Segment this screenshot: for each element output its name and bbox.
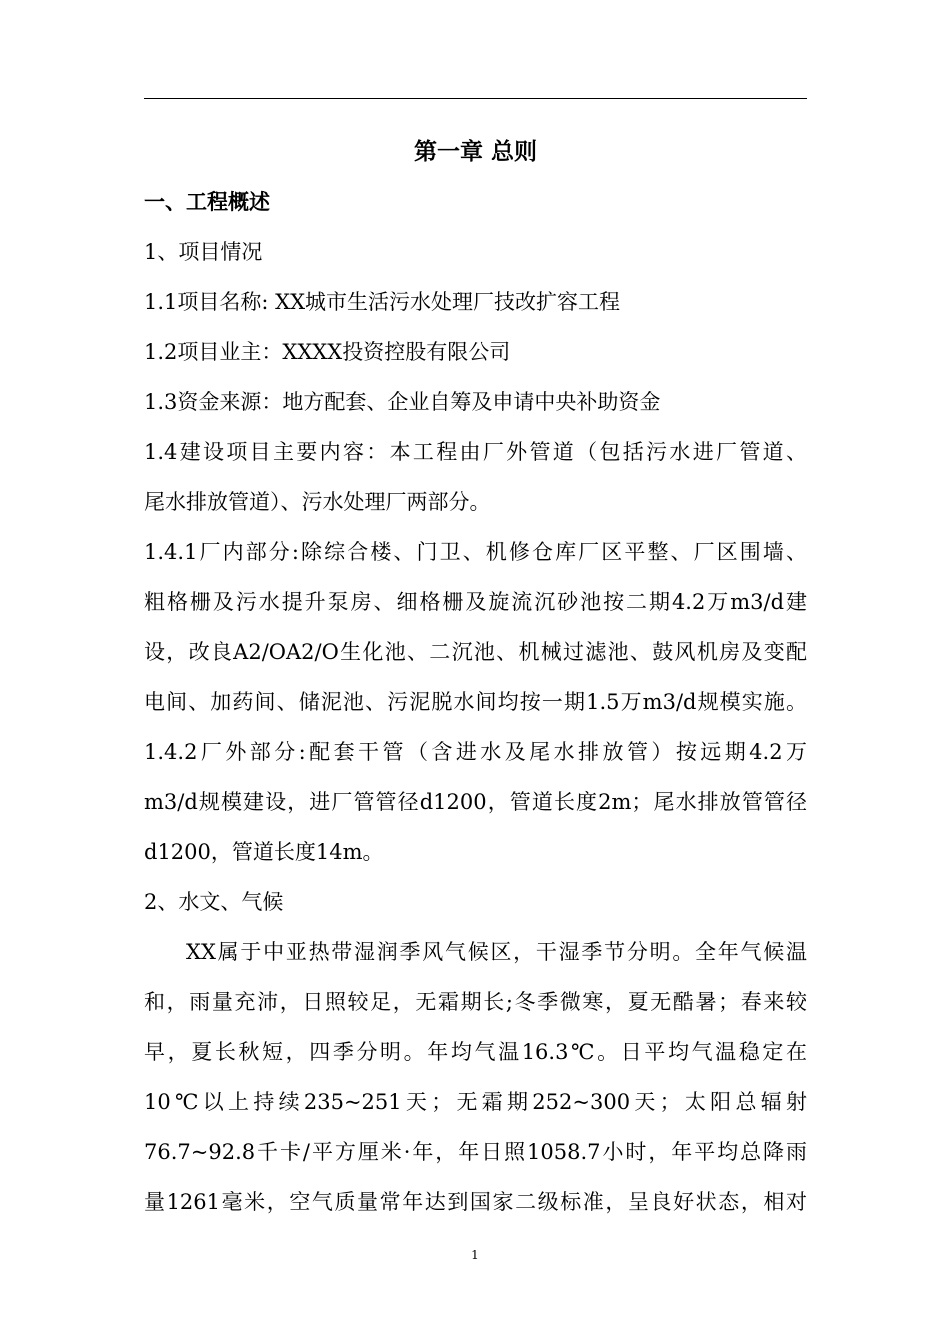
paragraph-line: 76.7~92.8千卡/平方厘米·年，年日照1058.7小时，年平均总降雨 bbox=[144, 1140, 807, 1164]
paragraph-line: 量1261毫米，空气质量常年达到国家二级标准，呈良好状态，相对 bbox=[144, 1190, 807, 1214]
paragraph-line: 1.3资金来源：地方配套、企业自筹及申请中央补助资金 bbox=[144, 390, 661, 414]
paragraph-line: 1.4.2厂外部分:配套干管（含进水及尾水排放管）按远期4.2万 bbox=[144, 740, 807, 764]
paragraph-line: 1.2项目业主：XXXX投资控股有限公司 bbox=[144, 340, 511, 364]
paragraph-line: 1.4.1厂内部分:除综合楼、门卫、机修仓库厂区平整、厂区围墙、 bbox=[144, 540, 807, 564]
section-title: 一、工程概述 bbox=[144, 190, 270, 214]
paragraph-line: 尾水排放管道）、污水处理厂两部分。 bbox=[144, 490, 491, 514]
page-content bbox=[144, 127, 807, 1227]
paragraph-line: 10℃以上持续235~251天；无霜期252~300天；太阳总辐射 bbox=[144, 1090, 807, 1114]
page-number: 1 bbox=[471, 1248, 479, 1262]
paragraph-line: d1200，管道长度14m。 bbox=[144, 840, 384, 864]
header-rule bbox=[144, 98, 807, 99]
paragraph-line: 早，夏长秋短，四季分明。年均气温16.3℃。日平均气温稳定在 bbox=[144, 1040, 807, 1064]
paragraph-line: 1.4建设项目主要内容：本工程由厂外管道（包括污水进厂管道、 bbox=[144, 440, 807, 464]
paragraph-line: 和，雨量充沛，日照较足，无霜期长;冬季微寒，夏无酷暑；春来较 bbox=[144, 990, 807, 1014]
paragraph-line: 电间、加药间、储泥池、污泥脱水间均按一期1.5万m3/d规模实施。 bbox=[144, 690, 807, 714]
paragraph-line: 设，改良A2/OA2/O生化池、二沉池、机械过滤池、鼓风机房及变配 bbox=[144, 640, 807, 664]
subsection-heading: 2、水文、气候 bbox=[144, 890, 284, 914]
paragraph-line: 粗格栅及污水提升泵房、细格栅及旋流沉砂池按二期4.2万m3/d建 bbox=[144, 590, 807, 614]
paragraph-line: m3/d规模建设，进厂管管径d1200，管道长度2m；尾水排放管管径 bbox=[144, 790, 807, 814]
paragraph-line: XX属于中亚热带湿润季风气候区，干湿季节分明。全年气候温 bbox=[186, 940, 807, 964]
chapter-title: 第一章 总则 bbox=[413, 139, 537, 165]
paragraph-line: 1.1项目名称: XX城市生活污水处理厂技改扩容工程 bbox=[144, 290, 621, 314]
subsection-heading: 1、项目情况 bbox=[144, 240, 263, 264]
